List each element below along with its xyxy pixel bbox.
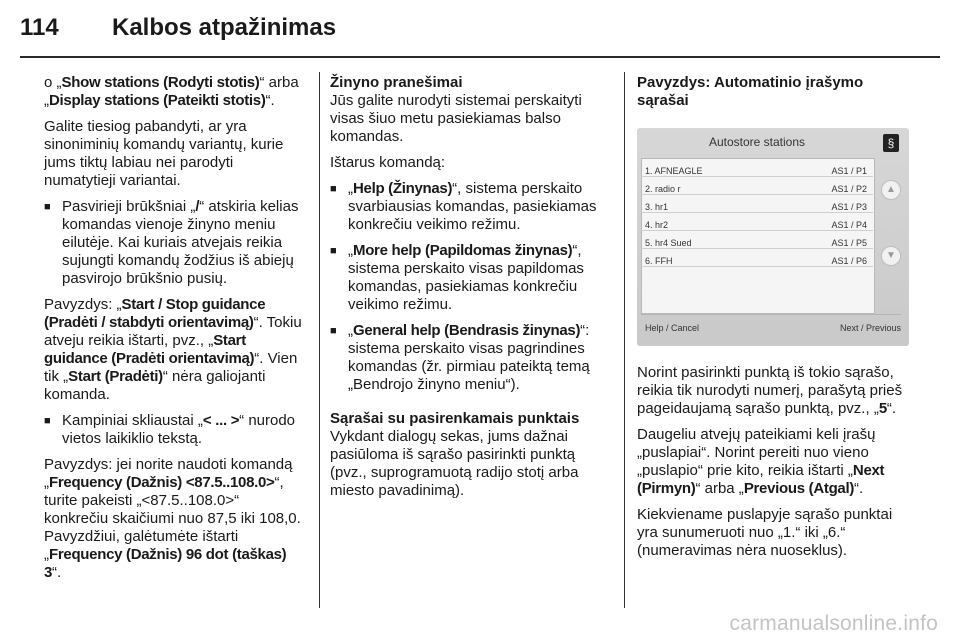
- column-divider-1: [319, 72, 320, 608]
- list-item: 4. hr2 AS1 / P4: [641, 213, 873, 231]
- list-item: 2. radio r AS1 / P2: [641, 177, 873, 195]
- screen-title: Autostore stations: [708, 135, 806, 149]
- paragraph-lists: Vykdant dialogų sekas, jums dažnai pasiūloma iš sąrašo pasirinkti punktą (pvz., suprogramuotą radijo stotį arba miesto pavadinimą).: [330, 428, 579, 499]
- paragraph-numbering: Kiekviename puslapyje sąrašo punktai yra sunumeruoti nuo „1.“ iki „6.“ (numeravimas nėra nuoseklus).: [637, 506, 893, 559]
- list-item: 3. hr1 AS1 / P3: [641, 195, 873, 213]
- column-2: [330, 74, 608, 508]
- bullet-angle-brackets: ■ Kampiniai skliaustai „< ... >“ nurodo vietos laikiklio tekstą.: [44, 412, 306, 448]
- autostore-screenshot: [637, 128, 909, 346]
- paragraph-say-command: Ištarus komandą:: [330, 154, 446, 171]
- list-item: 6. FFH AS1 / P6: [641, 249, 873, 267]
- column-3: [637, 74, 912, 568]
- bullet-help: ■ „Help (Žinynas)“, sistema perskaito svarbiausias komandas, pasiekiamas konkrečiu veikimo režimu.: [330, 180, 608, 234]
- page-title: Kalbos atpažinimas: [112, 14, 337, 41]
- paragraph-help-intro: Jūs galite nurodyti sistemai perskaityti visas šiuo metu pasiekiamas balso komandas.: [330, 92, 582, 145]
- paragraph-pages: Daugeliu atvejų pateikiami keli įrašų „puslapiai“. Norint pereiti nuo vieno „puslapio“ prie kito, reikia ištarti „Next (Pirmyn)“ arba „Previous (Atgal)“.: [637, 426, 885, 497]
- bullet-more-help: ■ „More help (Papildomas žinynas)“, sistema perskaito visas papildomas komandas, pasiekiamas konkrečiu veikimo režimu.: [330, 242, 608, 314]
- bullet-general-help: ■ „General help (Bendrasis žinynas)“: sistema perskaito visas pagrindines komandas (žr. pirmiau pateiktą temą „Bendrojo žinyno meniu“).: [330, 322, 608, 394]
- header-rule: [20, 56, 940, 58]
- screen-footer: Help / Cancel Next / Previous: [641, 314, 901, 333]
- voice-recognition-icon: §: [883, 134, 899, 152]
- paragraph-example-1: Pavyzdys: „Start / Stop guidance (Pradėti / stabdyti orientavimą)“. Tokiu atveju reikia ištarti, pvz., „Start guidance (Pradėti orientavimą)“. Vien tik „Start (Pradėti)“ nėra galiojanti komanda.: [44, 296, 302, 403]
- bullet-slashes: ■ Pasvirieji brūkšniai „/“ atskiria kelias komandas vienoje žinyno meniu eilutėje. Kai kuriais atvejais reikia sujungti komandų žodžius iš abiejų pasvirojo brūkšnio pusių.: [44, 198, 306, 288]
- paragraph-select-number: Norint pasirinkti punktą iš tokio sąrašo, reikia tik nurodyti numerį, parašytą prieš pageidaujamą sąrašo punktą, pvz., „5“.: [637, 364, 903, 417]
- list-item: 1. AFNEAGLE AS1 / P1: [641, 159, 873, 177]
- heading-selectable-lists: Sąrašai su pasirenkamais punktais: [330, 410, 580, 427]
- watermark: carmanualsonline.info: [729, 612, 938, 635]
- page-number: 114: [20, 14, 59, 41]
- scroll-down-icon: ▼: [881, 246, 901, 266]
- heading-autostore-example: Pavyzdys: Automatinio įrašymo sąrašai: [637, 74, 864, 109]
- scroll-up-icon: ▲: [881, 180, 901, 200]
- paragraph-synonyms: Galite tiesiog pabandyti, ar yra sinoniminių komandų variantų, kurie jums tiktų labiau nei parodyti numatytieji variantai.: [44, 118, 284, 189]
- heading-help-messages: Žinyno pranešimai: [330, 74, 463, 91]
- column-1: [44, 74, 306, 590]
- column-divider-2: [624, 72, 625, 608]
- paragraph-show-stations: o „Show stations (Rodyti stotis)“ arba „Display stations (Pateikti stotis)“.: [44, 74, 299, 109]
- paragraph-example-2: Pavyzdys: jei norite naudoti komandą „Frequency (Dažnis) <87.5..108.0>“, turite pakeisti „<87.5..108.0>“ konkrečiu skaičiumi nuo 87,5 iki 108,0. Pavyzdžiui, galėtumėte ištarti „Frequency (Dažnis) 96 dot (taškas) 3“.: [44, 456, 301, 581]
- list-item: 5. hr4 Sued AS1 / P5: [641, 231, 873, 249]
- page-header: [20, 14, 336, 48]
